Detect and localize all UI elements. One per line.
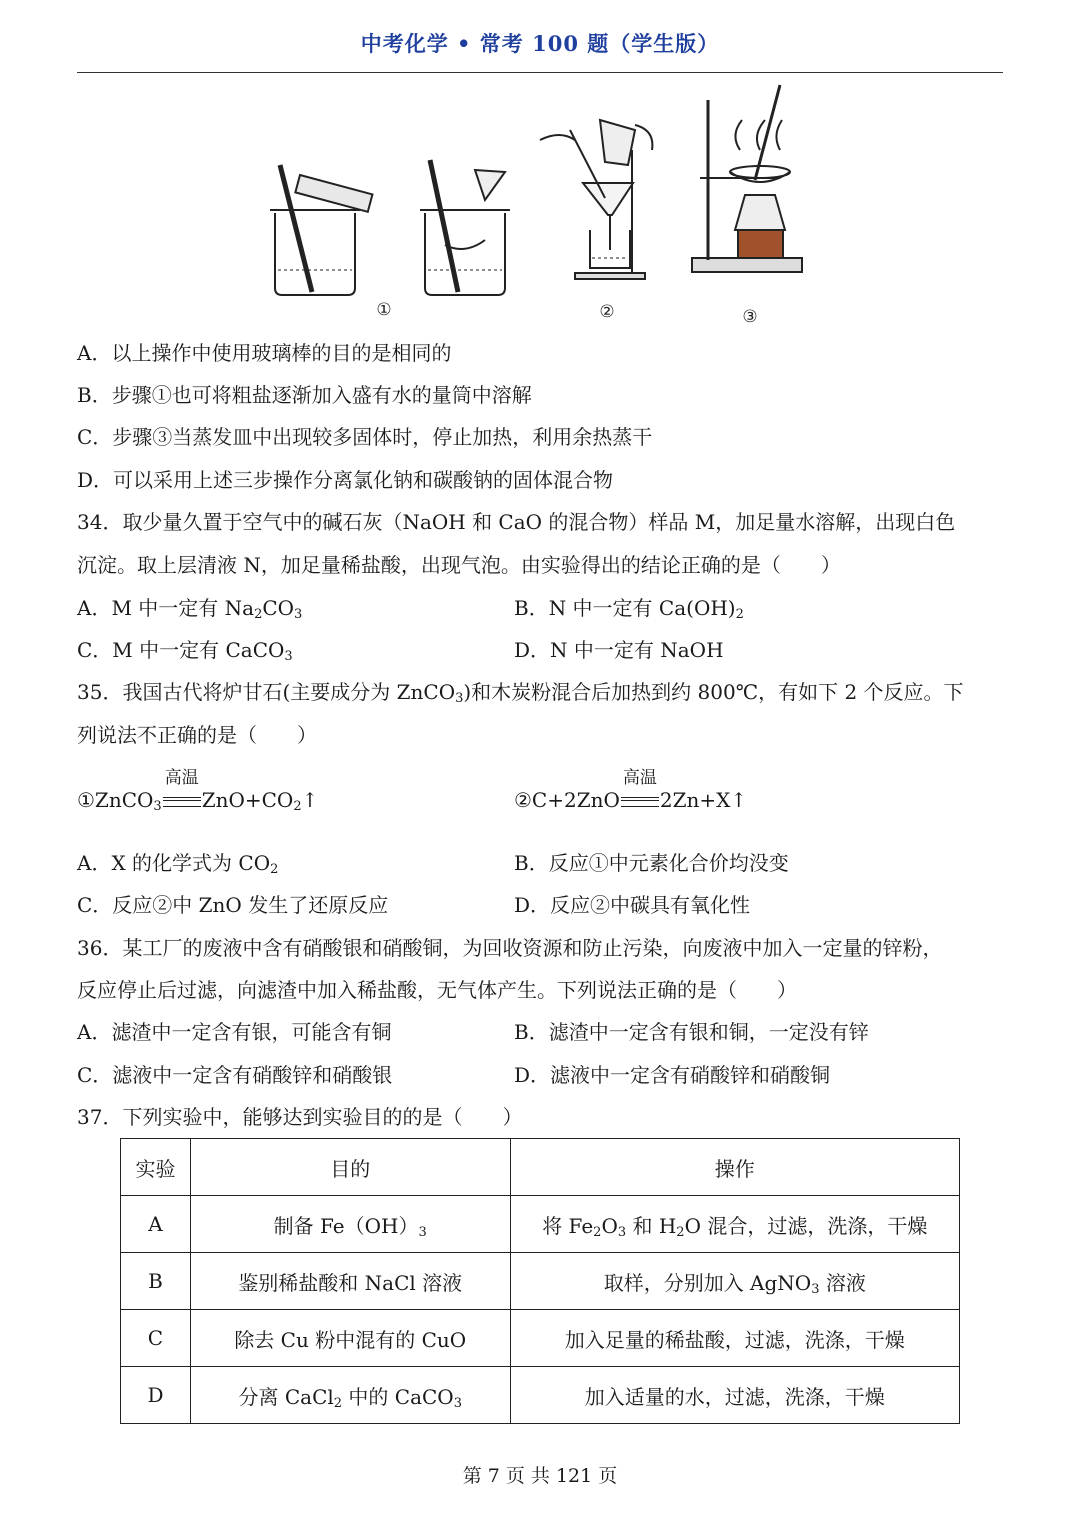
q35-equation-1: ①ZnCO$_3$ 高温 $ZnO+CO_2↑$ [77, 768, 319, 814]
q36-option-b: B．滤渣中一定含有银和铜，一定没有锌 [514, 1020, 869, 1044]
header-divider [77, 72, 1003, 73]
table-row [121, 1310, 960, 1367]
table-cell-id: B [121, 1253, 191, 1310]
evaporation-setup [692, 85, 802, 272]
table-cell-op: 将 $Fe_2O_3$ 和 $H_2O$ 混合，过滤，洗涤，干燥 [510, 1196, 959, 1253]
page-footer: 第 7 页 共 121 页 [462, 1465, 618, 1487]
q35-option-b: B．反应①中元素化合价均没变 [514, 851, 789, 875]
dissolving-beaker-2 [420, 160, 510, 295]
q37-stem: 37．下列实验中，能够达到实验目的的是（ ） [77, 1105, 523, 1129]
table-header-row [121, 1139, 960, 1196]
q36-option-c: C．滤液中一定含有硝酸锌和硝酸银 [77, 1063, 393, 1087]
table-cell-op: 取样，分别加入 AgNO$_3$ 溶液 [510, 1253, 959, 1310]
q35-stem-line2: 列说法不正确的是（ ） [77, 723, 317, 747]
q34-option-b: B．N 中一定有 $Ca(OH)_2$ [514, 596, 744, 622]
q33-option-b: B．步骤①也可将粗盐逐渐加入盛有水的量筒中溶解 [77, 383, 532, 407]
q37-table [120, 1138, 960, 1424]
table-cell-op: 加入足量的稀盐酸，过滤，洗涤，干燥 [510, 1310, 959, 1367]
table-cell-goal: 除去 Cu 粉中混有的 CuO [190, 1310, 510, 1367]
q33-option-d: D．可以采用上述三步操作分离氯化钠和碳酸钠的固体混合物 [77, 468, 614, 492]
table-cell-id: C [121, 1310, 191, 1367]
q34-stem-line2: 沉淀。取上层清液 N，加足量稀盐酸，出现气泡。由实验得出的结论正确的是（ ） [77, 553, 841, 577]
table-cell-goal: 制备 $Fe(OH)_3$ [190, 1196, 510, 1253]
q36-option-d: D．滤液中一定含有硝酸锌和硝酸铜 [514, 1063, 831, 1087]
page-header: 中考化学 • 常考 100 题（学生版） [360, 31, 720, 56]
table-cell-goal: 分离 CaCl$_2$ 中的 CaCO$_3$ [190, 1367, 510, 1424]
table-row [121, 1253, 960, 1310]
table-cell-id: D [121, 1367, 191, 1424]
table-header-cell: 操作 [510, 1139, 959, 1196]
experiment-figure [260, 80, 820, 330]
q34-stem-line1: 34．取少量久置于空气中的碱石灰（NaOH 和 CaO 的混合物）样品 M，加足量水溶解，出现白色 [77, 510, 956, 534]
q35-stem-line1: 35．我国古代将炉甘石(主要成分为 ZnCO$_3$)和木炭粉混合后加热到约 800℃，有如下 2 个反应。下 [77, 680, 964, 706]
table-cell-id: A [121, 1196, 191, 1253]
table-row [121, 1196, 960, 1253]
figure-label-3: ③ [742, 307, 758, 327]
q36-option-a: A．滤渣中一定含有银，可能含有铜 [77, 1020, 392, 1044]
dissolving-beaker-1 [270, 165, 372, 295]
table-cell-op: 加入适量的水，过滤，洗涤，干燥 [510, 1367, 959, 1424]
q34-option-a: A．M 中一定有 $Na_2CO_3$ [77, 596, 303, 622]
q36-stem-line2: 反应停止后过滤，向滤渣中加入稀盐酸，无气体产生。下列说法正确的是（ ） [77, 978, 797, 1002]
q33-option-c: C．步骤③当蒸发皿中出现较多固体时，停止加热，利用余热蒸干 [77, 425, 653, 449]
q34-option-c: C．M 中一定有 CaCO$_3$ [77, 638, 293, 664]
table-header-cell: 目的 [190, 1139, 510, 1196]
filtration-setup [540, 120, 652, 279]
q35-option-d: D．反应②中碳具有氧化性 [514, 893, 751, 917]
q35-equation-2: ②C+2ZnO 高温 2Zn+X↑ [514, 768, 748, 812]
figure-label-1: ① [376, 300, 392, 320]
q33-option-a: A．以上操作中使用玻璃棒的目的是相同的 [77, 341, 452, 365]
q35-option-a: A．X 的化学式为 $CO_2$ [77, 851, 279, 877]
q36-stem-line1: 36．某工厂的废液中含有硝酸银和硝酸铜，为回收资源和防止污染，向废液中加入一定量的锌粉， [77, 936, 943, 960]
table-row [121, 1367, 960, 1424]
table-header-cell: 实验 [121, 1139, 191, 1196]
table-cell-goal: 鉴别稀盐酸和 NaCl 溶液 [190, 1253, 510, 1310]
q35-option-c: C．反应②中 ZnO 发生了还原反应 [77, 893, 389, 917]
q34-option-d: D．N 中一定有 NaOH [514, 638, 724, 662]
figure-label-2: ② [599, 302, 615, 322]
